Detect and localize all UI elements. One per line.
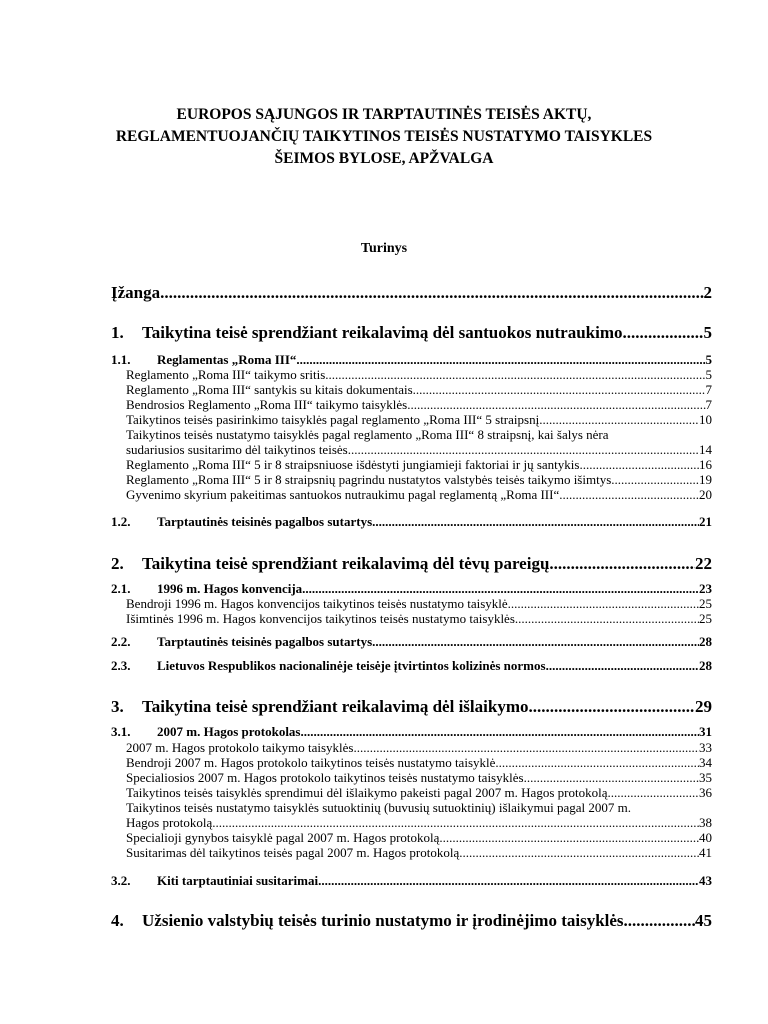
toc-entry-section-3[interactable] [111,697,712,719]
toc-leader-dots [302,581,699,597]
toc-leader-dots [623,323,704,343]
toc-page-number: 34 [699,755,712,770]
toc-entry-item[interactable] [126,845,712,860]
toc-leader-dots [413,382,706,397]
toc-page-number: 41 [699,845,712,860]
toc-leader-dots [372,634,699,650]
toc-label: Taikytina teisė sprendžiant reikalavimą dėl santuokos nutraukimo [142,323,623,342]
toc-page-number: 29 [695,697,712,716]
toc-leader-dots [212,815,699,830]
toc-label: Reglamento „Roma III“ santykis su kitais dokumentais [126,382,413,397]
toc-page-number: 23 [699,581,712,596]
toc-label: Kiti tarptautiniai susitarimai [157,873,319,888]
toc-entry-section-1[interactable] [111,323,712,345]
toc-leader-dots [439,830,699,845]
toc-page-number: 31 [699,724,712,739]
toc-label: Taikytina teisė sprendžiant reikalavimą dėl tėvų pareigų [142,554,550,573]
toc-page-number: 35 [699,770,712,785]
toc-entry-item[interactable] [126,830,712,845]
toc-entry-section-3-2[interactable] [111,873,712,889]
toc-entry-section-1-2[interactable] [111,514,712,530]
toc-number: 3. [111,697,124,716]
toc-entry-item-wrapped[interactable] [126,427,712,457]
toc-label: Reglamento „Roma III“ taikymo sritis [126,367,326,382]
toc-page-number: 45 [695,911,712,930]
toc-leader-dots [524,770,699,785]
toc-page-number: 7 [705,382,712,397]
toc-entry-item[interactable] [126,487,712,502]
toc-leader-dots [353,740,699,755]
toc-label: Reglamento „Roma III“ 5 ir 8 straipsnių pagrindu nustatytos valstybės teisės taikymo išimtys [126,472,612,487]
toc-entry-item[interactable] [126,457,712,472]
toc-entry-item-wrapped[interactable] [126,800,712,830]
toc-label: Susitarimas dėl taikytinos teisės pagal 2007 m. Hagos protokolą [126,845,460,860]
toc-entry-section-2-3[interactable] [111,658,712,674]
toc-entry-item[interactable] [126,412,712,427]
toc-label-line: Taikytinos teisės nustatymo taisyklės pagal reglamento „Roma III“ 8 straipsnį, kai šalys nėra [126,427,609,442]
toc-label: Įžanga [111,283,161,302]
toc-leader-dots [515,611,699,626]
toc-number: 2.2. [111,634,131,649]
toc-entry-item[interactable] [126,382,712,397]
toc-label: Lietuvos Respublikos nacionalinėje teisėje įtvirtintos kolizinės normos [157,658,546,673]
toc-leader-dots [607,785,699,800]
toc-leader-dots [495,755,699,770]
toc-label: Specialiosios 2007 m. Hagos protokolo taikytinos teisės nustatymo taisyklės [126,770,524,785]
toc-number: 1. [111,323,124,342]
toc-leader-dots [325,367,705,382]
toc-label: Reglamentas „Roma III“ [157,352,297,367]
toc-number: 2.3. [111,658,131,673]
toc-page-number: 19 [699,472,712,487]
toc-entry-item[interactable] [126,785,712,800]
toc-page-number: 22 [695,554,712,573]
toc-entry-item[interactable] [126,596,712,611]
toc-subsection-list-3-1 [126,740,712,860]
toc-leader-dots [301,724,700,740]
toc-label: Taikytinos teisės pasirinkimo taisyklės pagal reglamento „Roma III“ 5 straipsnį [126,412,540,427]
toc-leader-dots [318,873,699,889]
toc-entry-intro[interactable] [111,283,712,305]
toc-leader-dots [611,472,699,487]
toc-label: Tarptautinės teisinės pagalbos sutartys [157,634,373,649]
toc-label: Užsienio valstybių teisės turinio nustatymo ir įrodinėjimo taisyklės [142,911,624,930]
toc-page-number: 10 [699,412,712,427]
toc-label-line: sudariusios susitarimo dėl taikytinos teisės [126,442,348,457]
toc-leader-dots [559,487,699,502]
document-title [0,104,768,170]
toc-leader-dots [407,397,705,412]
toc-page-number: 5 [703,323,712,342]
toc-label: 2007 m. Hagos protokolo taikymo taisyklės [126,740,354,755]
toc-leader-dots [539,412,699,427]
toc-leader-dots [160,283,703,303]
toc-label: Tarptautinės teisinės pagalbos sutartys [157,514,373,529]
toc-page-number: 36 [699,785,712,800]
toc-leader-dots [459,845,699,860]
toc-number: 3.1. [111,724,131,739]
toc-label: Taikytina teisė sprendžiant reikalavimą dėl išlaikymo [142,697,529,716]
toc-label: Bendroji 2007 m. Hagos protokolo taikytinos teisės nustatymo taisyklė [126,755,496,770]
toc-label-line: Hagos protokolą [126,815,213,830]
toc-page-number: 33 [699,740,712,755]
toc-entry-item[interactable] [126,740,712,755]
toc-page-number: 28 [699,634,712,649]
title-line: EUROPOS SĄJUNGOS IR TARPTAUTINĖS TEISĖS AKTŲ, [176,106,592,123]
toc-number: 2.1. [111,581,131,596]
toc-number: 4. [111,911,124,930]
toc-leader-dots [348,442,699,457]
toc-entry-item[interactable] [126,472,712,487]
toc-page-number: 25 [699,596,712,611]
toc-label: Specialioji gynybos taisyklė pagal 2007 m. Hagos protokolą [126,830,440,845]
toc-label: 2007 m. Hagos protokolas [157,724,301,739]
toc-entry-section-4[interactable] [111,911,712,933]
toc-entry-item[interactable] [126,367,712,382]
toc-page-number: 25 [699,611,712,626]
toc-number: 1.2. [111,514,131,529]
toc-leader-dots [528,697,695,717]
toc-leader-dots [549,554,695,574]
toc-page-number: 5 [705,367,712,382]
toc-label: 1996 m. Hagos konvencija [157,581,303,596]
toc-number: 3.2. [111,873,131,888]
toc-number: 1.1. [111,352,131,367]
toc-label: Bendroji 1996 m. Hagos konvencijos taikytinos teisės nustatymo taisyklė [126,596,508,611]
toc-label: Gyvenimo skyrium pakeitimas santuokos nutraukimu pagal reglamentą „Roma III“ [126,487,560,502]
toc-entry-item[interactable] [126,755,712,770]
toc-entry-section-2[interactable] [111,554,712,576]
toc-number: 2. [111,554,124,573]
toc-entry-item[interactable] [126,397,712,412]
toc-entry-section-3-1[interactable] [111,724,712,740]
toc-page-number: 20 [699,487,712,502]
toc-page-number: 28 [699,658,712,673]
toc-leader-dots [624,911,695,931]
toc-leader-dots [546,658,699,674]
toc-page-number: 7 [705,397,712,412]
toc-page-number: 16 [699,457,712,472]
toc-label: Reglamento „Roma III“ 5 ir 8 straipsniuose išdėstyti jungiamieji faktoriai ir jų santykis [126,457,580,472]
toc-page-number: 2 [703,283,712,302]
toc-entry-item[interactable] [126,770,712,785]
toc-page-number: 5 [705,352,712,367]
toc-leader-dots [296,352,705,368]
title-line: REGLAMENTUOJANČIŲ TAIKYTINOS TEISĖS NUSTATYMO TAISYKLES [115,128,653,145]
toc-page-number: 14 [699,442,712,457]
toc-page-number: 40 [699,830,712,845]
toc-entry-section-2-1[interactable] [111,581,712,597]
toc-entry-section-2-2[interactable] [111,634,712,650]
toc-subsection-list-1-1 [126,367,712,502]
toc-leader-dots [508,596,699,611]
title-line: ŠEIMOS BYLOSE, APŽVALGA [274,150,494,167]
toc-label: Taikytinos teisės taisyklės sprendimui dėl išlaikymo pakeisti pagal 2007 m. Hagos protokolą [126,785,608,800]
toc-page-number: 21 [699,514,712,529]
toc-leader-dots [372,514,699,530]
toc-label-line: Taikytinos teisės nustatymo taisyklės sutuoktinių (buvusių sutuoktinių) išlaikymui pagal 2007 m. [126,800,631,815]
toc-entry-item[interactable] [126,611,712,626]
toc-heading: Turinys [360,241,408,256]
toc-page-number: 43 [699,873,712,888]
toc-page-number: 38 [699,815,712,830]
toc-leader-dots [579,457,699,472]
toc-label: Išimtinės 1996 m. Hagos konvencijos taikytinos teisės nustatymo taisyklės [126,611,515,626]
toc-entry-section-1-1[interactable] [111,352,712,368]
toc-subsection-list-2-1 [126,596,712,626]
toc-label: Bendrosios Reglamento „Roma III“ taikymo taisyklės [126,397,408,412]
